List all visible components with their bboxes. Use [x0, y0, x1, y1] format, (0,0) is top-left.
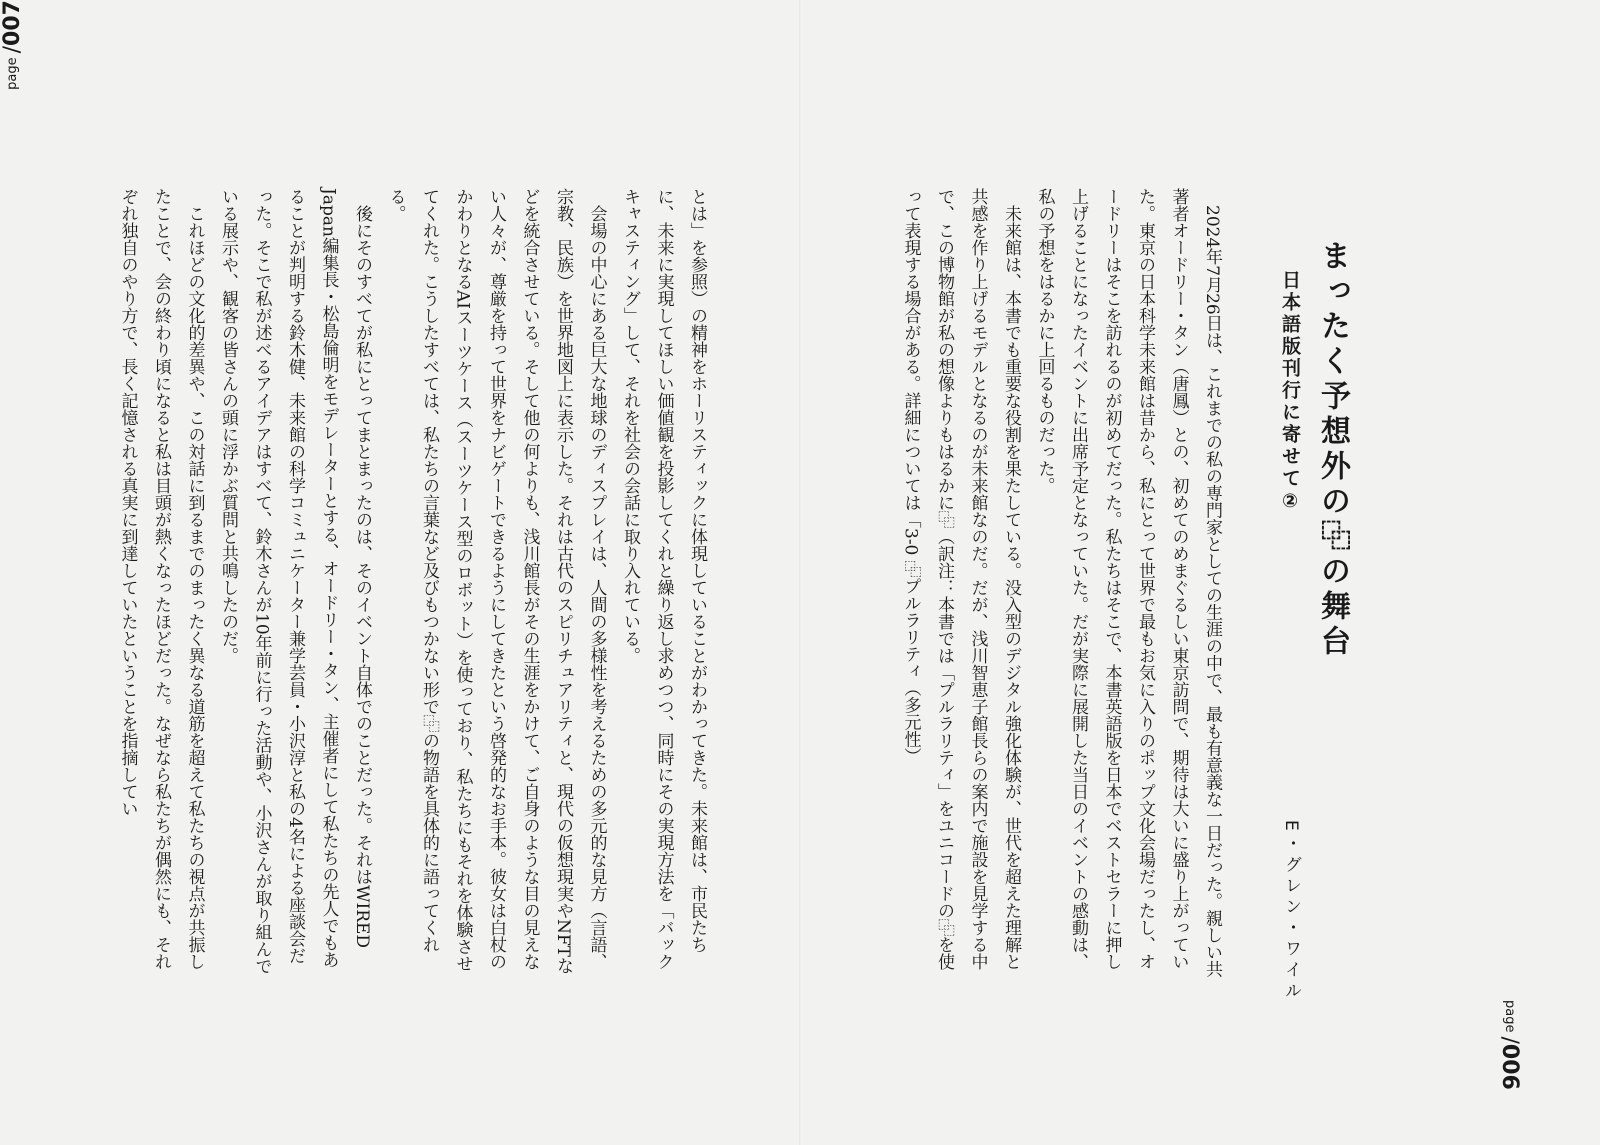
- left-page-body: [110, 188, 713, 980]
- folio-label: page: [5, 57, 20, 90]
- body-paragraph: これほどの文化的差異や、この対話に到るまでのまったく異なる道筋を超えて私たちの視点が共振したことで、会の終わり頃になると私は目頭が熱くなったほどだった。なぜなら私たちが偶然にも、それぞれ独自のやり方で、長く記憶される真実に到達していたということを指摘してい: [117, 188, 205, 970]
- folio-slash: /: [1497, 1036, 1522, 1044]
- body-paragraph: 2024年7月26日は、これまでの私の専門家としての生涯の中で、最も有意義な一日だった。親しい共著者オードリー・タン（唐鳳）との、初めてのめまぐるしい東京訪問で、期待は大いに盛り上がっていた。東京の日本科学未来館は昔から、私にとって世界で最もお気に入りのポップ文化会場だったし、オードリーはそこを訪れるのが初めてだった。私たちはそこで、本書英語版を日本でベストセラーに押し上げることになったイベントに出席予定となっていた。だが実際に展開した当日のイベントの感動は、私の予想をはるかに上回るものだった。: [1034, 188, 1222, 978]
- article-subtitle: 日本語版刊行に寄せて②: [1279, 270, 1301, 515]
- article-title: まったく予想外の⿻の舞台: [1315, 240, 1350, 660]
- folio-number: 007: [0, 0, 25, 46]
- author-name: E・グレン・ワイル: [1281, 820, 1301, 1003]
- body-paragraph: 後にそのすべてが私にとってまとまったのは、そのイベント自体でのことだった。それはWIRED Japan編集長・松島倫明をモデレーターとする、オードリー・タン、主催者にして私たちの先人でもあることが判明する鈴木健、未来館の科学コミュニケーター兼学芸員・小沢淳と私の4名による座談会だった。そこで私が述べるアイデアはすべて、鈴木さんが10年前に行った活動や、小沢さんが取り組んでいる展示や、観客の皆さんの頭に浮かぶ質問と共鳴したのだ。: [218, 188, 372, 975]
- right-page-body: [893, 188, 1228, 980]
- body-paragraph: とは」を参照）の精神をホーリスティックに体現していることがわかってきた。未来館は、市民たちに、未来に実現してほしい価値観を投影してくれと繰り返し求めつつ、同時にその実現方法を「バックキャスティング」して、それを社会の会話に取り入れている。: [620, 188, 707, 970]
- body-paragraph: 会場の中心にある巨大な地球のディスプレイは、人間の多様性を考えるための多元的な見方（言語、宗教、民族）を世界地図上に表示した。それは古代のスピリチュアリティと、現代の仮想現実やNFTなどを統合させている。そして他の何よりも、浅川館長がその生涯をかけて、ご自身のような目の見えない人々が、尊厳を持って世界をナビゲートできるようにしてきたという啓発的なお手本。彼女は白杖のかわりとなるAIスーツケース（スーツケース型のロボット）を使っており、私たちにもそれを体験させてくれた。こうしたすべては、私たちの言葉など及びもつかない形で⿻の物語を具体的に語ってくれる。: [385, 188, 607, 975]
- page-gutter: [799, 0, 801, 1145]
- folio-slash: /: [0, 45, 25, 54]
- body-paragraph: 未来館は、本書でも重要な役割を果たしている。没入型のデジタル強化体験が、世代を超えた理解と共感を作り上げるモデルとなるのが未来館なのだ。だが、浅川智恵子館長らの案内で施設を見学する中で、この博物館が私の想像よりもはるかに⿻（訳注：本書では「プルラリティ」をユニコードの⿻を使って表現する場合がある。詳細については「3-0 ⿻プルラリティ（多元性）: [900, 188, 1021, 970]
- page-number-left: [0, 0, 25, 90]
- page-number-right: [1497, 1000, 1522, 1090]
- folio-label: page: [1502, 1000, 1517, 1033]
- folio-number: 006: [1497, 1043, 1522, 1090]
